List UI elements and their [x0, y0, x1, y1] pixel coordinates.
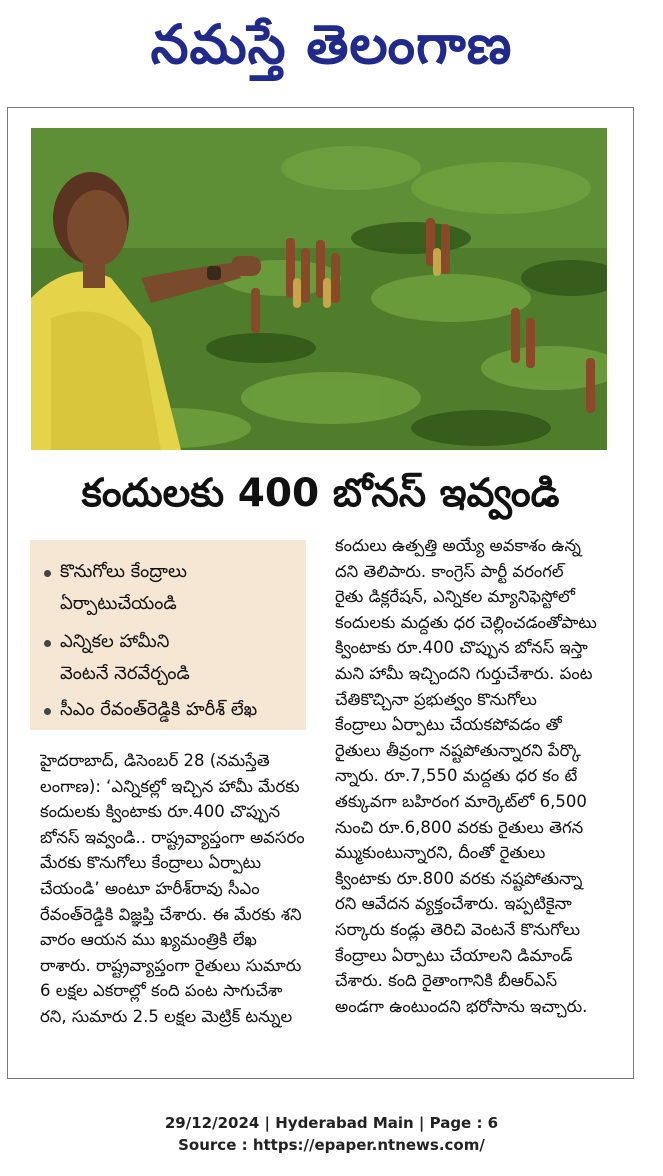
body-line: క్వింటాకు రూ.400 చొప్పున బోనస్ ఇస్తా [335, 638, 588, 658]
body-line: చేశారు. కంది రైతాంగానికి బీఆర్‌ఎస్ [335, 971, 558, 991]
body-line: మేరకు కొనుగోలు కేంద్రాలు ఏర్పాటు [40, 853, 262, 873]
body-line: రని, సుమారు 2.5 లక్షల మెట్రిక్ టన్నుల [40, 1006, 293, 1026]
bullet-icon [44, 570, 51, 577]
body-line: మని హామీ ఇచ్చిందని గుర్తుచేశారు. పంట [335, 663, 593, 683]
article-headline: కందులకు 400 బోనస్ ఇవ్వండి [81, 471, 560, 516]
body-line: కందులకు మద్దతు ధర చెల్లించడంతోపాటు [335, 612, 597, 632]
bullet-icon [44, 640, 51, 647]
farmer-picking-pigeon-peas-image [31, 128, 607, 450]
body-line: కందులు ఉత్పత్తి అయ్యే అవకాశం ఉన్న [335, 536, 581, 555]
body-line: చేయండి’ అంటూ హరీశ్‌రావు సీఎం [40, 878, 260, 898]
highlight-text: సీఎం రేవంత్‌రెడ్డికి హరీశ్ లేఖ [60, 699, 258, 720]
body-line: అండగా ఉంటుందని భరోసాను ఇచ్చారు. [335, 996, 588, 1016]
body-line: మ్ముకుంటున్నారని, దీంతో రైతులు [335, 843, 546, 863]
body-line: రాశారు. రాష్ట్రవ్యాప్తంగా రైతులు సుమారు [40, 955, 302, 975]
highlight-text: ఏర్పాటుచేయండి [60, 593, 177, 614]
body-line: 6 లక్షల ఎకరాల్లో కంది పంట సాగుచేశా [40, 981, 283, 1001]
highlight-text: వెంటనే నెరవేర్చండి [60, 663, 190, 684]
article-photo [31, 128, 607, 450]
body-line: రైతు డిక్లరేషన్, ఎన్నికల మ్యానిఫెస్టోలో [335, 587, 575, 607]
body-line: దని తెలిపారు. కాంగ్రెస్ పార్టీ వరంగల్ [335, 561, 564, 581]
body-line: కేంద్రాలు ఏర్పాటు చేయాలని డిమాండ్ [335, 945, 573, 965]
bullet-icon [44, 708, 51, 715]
highlights-box [30, 540, 306, 730]
body-line: న్నారు. రూ.7,550 మద్దతు ధర కం టే [335, 766, 578, 786]
body-line: కందులకు క్వింటాకు రూ.400 చొప్పున [40, 802, 281, 822]
body-line: లంగాణ): ‘ఎన్నికల్లో ఇచ్చిన హామీ మేరకు [40, 776, 300, 796]
article-body-right-column [335, 533, 625, 1019]
body-line: చేతికొచ్చినా ప్రభుత్వం కొనుగోలు [335, 689, 537, 709]
body-line: వారం ఆయన ము ఖ్యమంత్రికి లేఖ [40, 930, 257, 950]
body-line: రేవంత్‌రెడ్డికి విజ్ఞప్తి చేశారు. ఈ మేరకు శని [40, 904, 302, 924]
masthead [0, 0, 663, 100]
footer-source-link[interactable]: Source : https://epaper.ntnews.com/ [178, 1136, 485, 1154]
newspaper-logo: నమస్తే తెలంగాణ [150, 13, 513, 76]
body-line: బోనస్ ఇవ్వండి.. రాష్ట్రవ్యాప్తంగా అవసరం [40, 827, 305, 847]
body-line: క్వింటాకు రూ.800 వరకు నష్టపోతున్నా [335, 868, 583, 888]
body-line: రని ఆవేదన వ్యక్తంచేశారు. ఇప్పటికైనా [335, 894, 572, 914]
footer-date-edition-page: 29/12/2024 | Hyderabad Main | Page : 6 [164, 1114, 499, 1132]
highlight-text: ఎన్నికల హామీని [60, 631, 170, 652]
body-line: సర్కారు కండ్లు తెరిచి వెంటనే కొనుగోలు [335, 919, 581, 939]
highlight-text: కొనుగోలు కేంద్రాలు [60, 561, 187, 582]
body-line: రైతులు తీవ్రంగా నష్టపోతున్నారని పేర్కొ [335, 740, 581, 760]
body-line: నుంచి రూ.6,800 వరకు రైతులు తెగన [335, 817, 584, 837]
body-line: హైదరాబాద్, డిసెంబర్ 28 (నమస్తేతె [40, 751, 270, 770]
body-line: తక్కువగా బహిరంగ మార్కెట్‌లో 6,500 [335, 791, 587, 811]
article-clipping [7, 107, 634, 1079]
article-body-left-column [40, 748, 306, 1030]
body-line: కేంద్రాలు ఏర్పాటు చేయకపోవడం తో [335, 715, 562, 735]
